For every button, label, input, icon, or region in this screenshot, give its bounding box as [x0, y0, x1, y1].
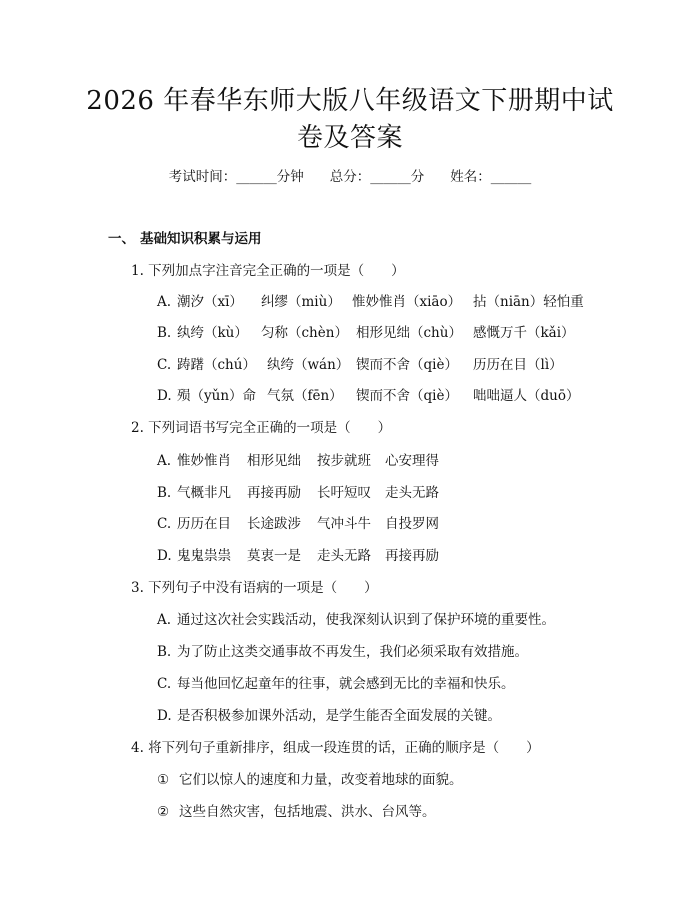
option-label: A. — [157, 612, 172, 628]
option-item: 历历在目（lì） — [473, 357, 563, 373]
option-item: 踌躇（chú） — [177, 357, 256, 373]
section-title: 基础知识积累与运用 — [140, 231, 262, 247]
sentence-mark: ② — [157, 804, 170, 820]
option-item: 惟妙惟肖（xiāo） — [352, 294, 462, 310]
option-item: 气冲斗牛 — [317, 516, 371, 532]
option-item: 历历在目 — [177, 516, 231, 532]
option-item: 气概非凡 — [177, 485, 231, 501]
question-3-option-a — [157, 610, 555, 630]
question-1-option-b — [157, 323, 575, 343]
option-item: 相形见绌 — [247, 453, 301, 469]
option-label: C. — [157, 357, 172, 373]
question-1-option-d — [157, 386, 580, 406]
option-item: 纨绔（kù） — [177, 325, 248, 341]
option-item: 再接再励 — [385, 548, 439, 564]
question-2-option-b — [157, 483, 439, 503]
option-text: 是否积极参加课外活动，是学生能否全面发展的关键。 — [177, 708, 501, 724]
option-item: 长吁短叹 — [317, 485, 371, 501]
option-item: 感慨万千（kǎi） — [473, 325, 575, 341]
option-item: 心安理得 — [385, 453, 439, 469]
option-item: 鬼鬼祟祟 — [177, 548, 231, 564]
question-3-option-c — [157, 674, 515, 694]
option-item: 按步就班 — [317, 453, 371, 469]
option-item: 走头无路 — [385, 485, 439, 501]
option-label: D. — [157, 548, 172, 564]
section-heading — [108, 229, 262, 249]
option-item: 锲而不舍（qiè） — [356, 388, 458, 404]
question-4-stem: 4. 将下列句子重新排序，组成一段连贯的话，正确的顺序是（ ） — [131, 740, 540, 756]
option-label: C. — [157, 516, 172, 532]
option-label: A. — [157, 453, 172, 469]
option-label: B. — [157, 485, 172, 501]
question-2-option-c — [157, 514, 439, 534]
option-label: C. — [157, 676, 172, 692]
question-4-sentence-2 — [157, 802, 436, 822]
total-score-field: 总分：______分 — [329, 169, 425, 185]
sentence-text: 它们以惊人的速度和力量，改变着地球的面貌。 — [179, 772, 463, 788]
question-1-option-c — [157, 355, 563, 375]
question-1-stem: 1. 下列加点字注音完全正确的一项是（ ） — [131, 263, 405, 279]
question-2-option-d — [157, 546, 439, 566]
option-label: B. — [157, 325, 172, 341]
option-item: 殒（yǔn）命 — [177, 388, 257, 404]
section-number: 一、 — [108, 231, 135, 247]
sentence-mark: ① — [157, 772, 170, 788]
option-item: 匀称（chèn） — [261, 325, 348, 341]
page-title-line-1: 2026 年春华东师大版八年级语文下册期中试 — [86, 86, 614, 116]
question-3-option-b — [157, 642, 528, 662]
option-item: 相形见绌（chù） — [356, 325, 462, 341]
option-item: 长途跋涉 — [247, 516, 301, 532]
question-2-option-a — [157, 451, 439, 471]
option-label: A. — [157, 294, 172, 310]
exam-time-field: 考试时间：______分钟 — [168, 169, 304, 185]
option-label: D. — [157, 708, 172, 724]
option-item: 再接再励 — [247, 485, 301, 501]
option-text: 每当他回忆起童年的往事，就会感到无比的幸福和快乐。 — [177, 676, 515, 692]
option-item: 咄咄逼人（duō） — [473, 388, 580, 404]
option-item: 纨绔（wán） — [267, 357, 350, 373]
option-item: 走头无路 — [317, 548, 371, 564]
option-item: 拈（niān）轻怕重 — [473, 294, 584, 310]
page-title-line-2: 卷及答案 — [296, 123, 403, 153]
option-label: B. — [157, 644, 172, 660]
option-item: 惟妙惟肖 — [177, 453, 231, 469]
question-4-sentence-1 — [157, 770, 463, 790]
option-item: 莫衷一是 — [247, 548, 301, 564]
option-text: 为了防止这类交通事故不再发生，我们必须采取有效措施。 — [177, 644, 528, 660]
question-3-option-d — [157, 706, 501, 726]
option-item: 锲而不舍（qiè） — [356, 357, 458, 373]
question-3-stem: 3. 下列句子中没有语病的一项是（ ） — [131, 580, 378, 596]
option-text: 通过这次社会实践活动，使我深刻认识到了保护环境的重要性。 — [177, 612, 555, 628]
student-name-field: 姓名：______ — [450, 169, 532, 185]
option-item: 自投罗网 — [385, 516, 439, 532]
question-1-option-a — [157, 292, 584, 312]
exam-info-bar — [0, 167, 700, 187]
option-label: D. — [157, 388, 172, 404]
question-2-stem: 2. 下列词语书写完全正确的一项是（ ） — [131, 420, 392, 436]
option-item: 纠缪（miù） — [261, 294, 341, 310]
option-item: 气氛（fēn） — [267, 388, 343, 404]
option-item: 潮汐（xī） — [177, 294, 243, 310]
sentence-text: 这些自然灾害，包括地震、洪水、台风等。 — [179, 804, 436, 820]
